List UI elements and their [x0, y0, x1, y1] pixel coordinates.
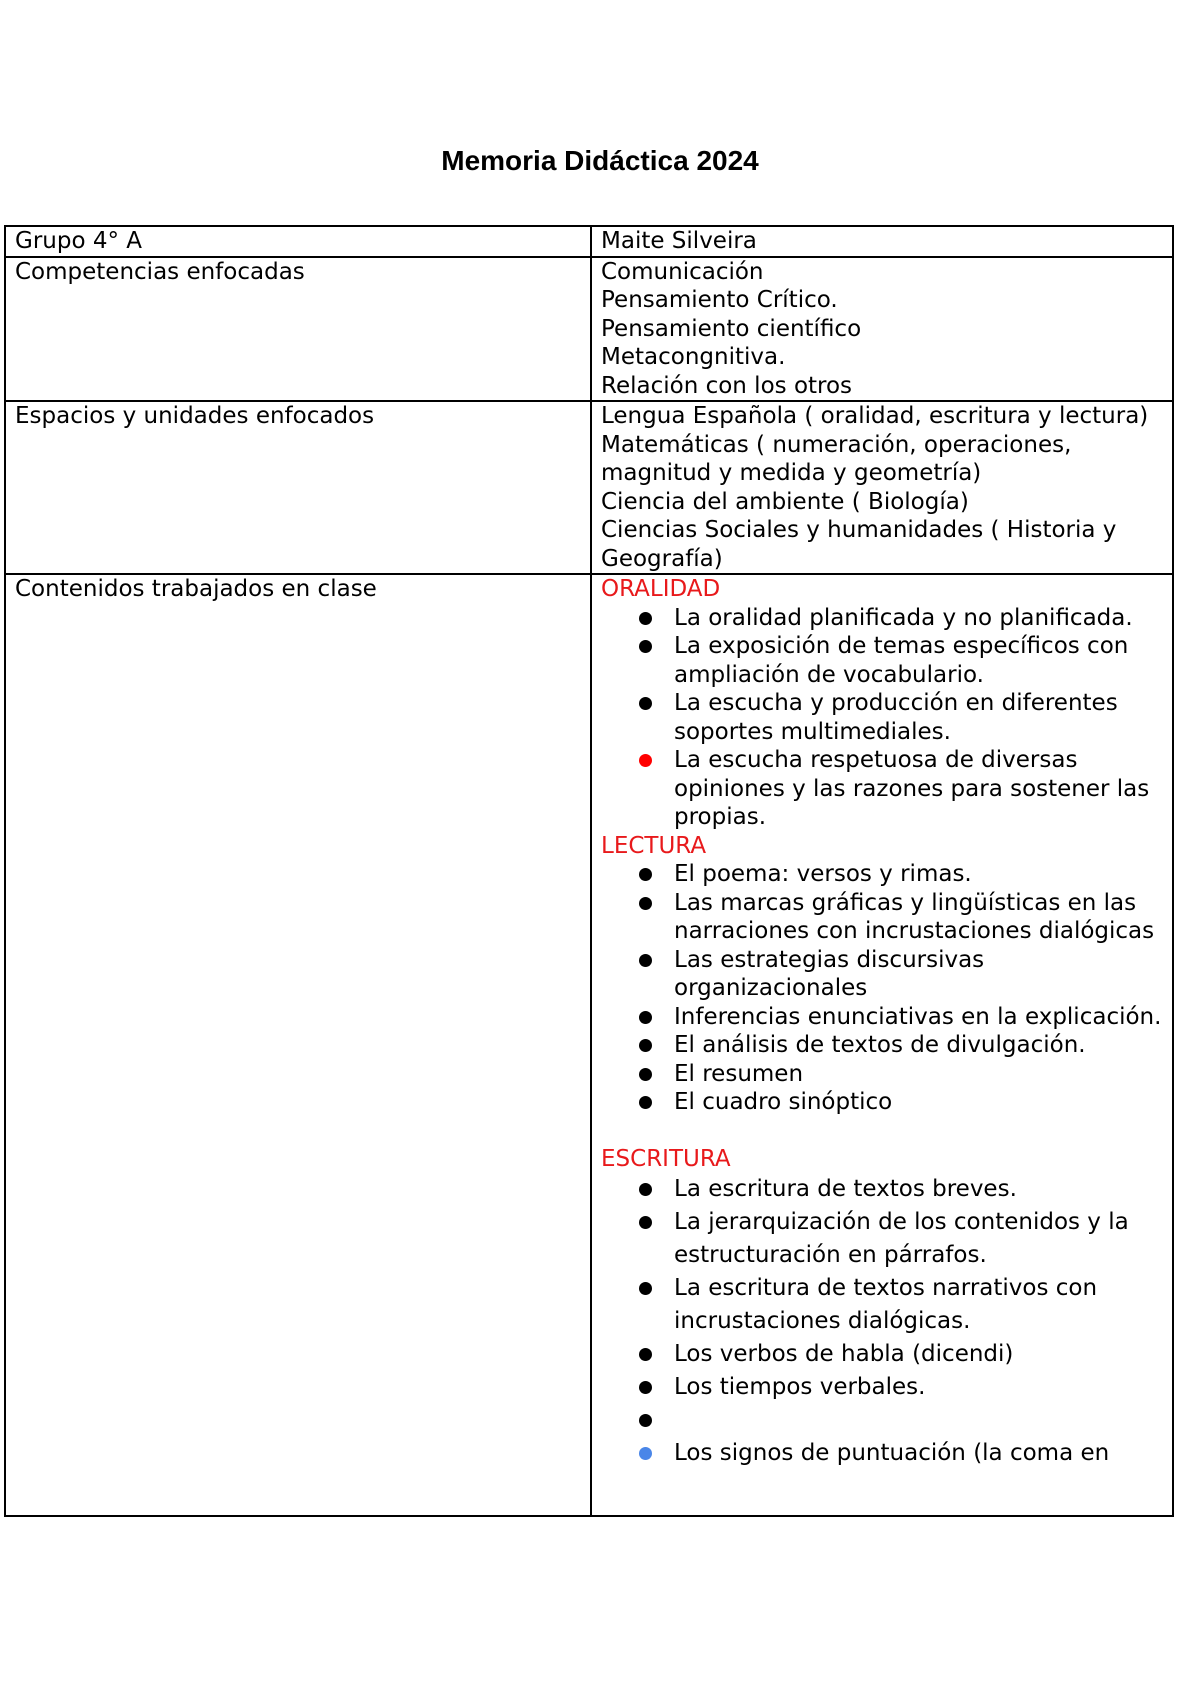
table-cell-group [5, 226, 591, 257]
list-item-text: Los verbos de habla (dicendi) [674, 1341, 1014, 1367]
list-item-text: Inferencias enunciativas en la explicación. [674, 1003, 1162, 1030]
table-cell-teacher [591, 226, 1173, 257]
contenidos-label: Contenidos trabajados en clase [15, 576, 377, 602]
bullet-icon [639, 1216, 652, 1229]
table-row [5, 574, 1173, 1516]
bullet-icon [639, 1282, 652, 1295]
list-item [601, 689, 1166, 746]
espacio-item: Ciencia del ambiente ( Biología) [601, 488, 969, 515]
list-item-text: Los signos de puntuación (la coma en [674, 1440, 1110, 1466]
list-item [601, 604, 1166, 633]
teacher-name: Maite Silveira [601, 228, 757, 254]
bullet-icon [639, 1183, 652, 1196]
competencia-item: Relación con los otros [601, 372, 853, 399]
bullet-icon [639, 1039, 652, 1052]
list-item [601, 889, 1166, 946]
list-item-text: El resumen [674, 1060, 804, 1087]
bullet-icon [639, 1348, 652, 1361]
bullet-icon [639, 1414, 652, 1427]
bullet-icon [639, 612, 652, 625]
bullet-icon [639, 640, 652, 653]
list-item-text: Las marcas gráficas y lingüísticas en las narraciones con incrustaciones dialógicas [674, 889, 1155, 944]
oralidad-list [601, 604, 1166, 832]
espacio-item: Lengua Española ( oralidad, escritura y lectura) [601, 403, 1149, 429]
bullet-icon [639, 754, 652, 767]
bullet-icon [639, 1447, 652, 1460]
document-title: Memoria Didáctica 2024 [441, 145, 759, 176]
table-cell-competencias-label [5, 257, 591, 402]
list-item [601, 1060, 1166, 1089]
list-item-text: Las estrategias discursivas organizacionales [674, 946, 985, 1001]
table-cell-competencias [591, 257, 1173, 402]
list-item [601, 632, 1166, 689]
list-item [601, 746, 1166, 832]
table-cell-contenidos-label [5, 574, 591, 1516]
bullet-icon [639, 897, 652, 910]
memoria-table [4, 225, 1174, 1517]
bullet-icon [639, 1381, 652, 1394]
table-cell-espacios [591, 401, 1173, 574]
list-item [601, 1031, 1166, 1060]
list-item-text: La escritura de textos narrativos con incrustaciones dialógicas. [674, 1275, 1098, 1334]
list-item-text: El poema: versos y rimas. [674, 861, 972, 887]
list-item-text: La escucha y producción en diferentes soportes multimediales. [674, 690, 1118, 745]
table-row [5, 257, 1173, 402]
list-item [601, 946, 1166, 1003]
espacio-item: Ciencias Sociales y humanidades ( Historia y Geografía) [601, 517, 1117, 572]
lectura-list [601, 860, 1166, 1117]
table-row [5, 401, 1173, 574]
list-item [601, 1173, 1166, 1206]
bullet-icon [639, 697, 652, 710]
list-item-text: La exposición de temas específicos con ampliación de vocabulario. [674, 633, 1129, 688]
list-item-text: El análisis de textos de divulgación. [674, 1032, 1086, 1058]
list-item [601, 1338, 1166, 1371]
list-item [601, 1003, 1166, 1032]
list-item-text: La escucha respetuosa de diversas opiniones y las razones para sostener las propias. [674, 747, 1150, 830]
section-title-oralidad: ORALIDAD [601, 576, 721, 602]
list-item [601, 860, 1166, 889]
list-item [601, 1437, 1166, 1470]
competencia-item: Metacongnitiva. [601, 344, 786, 370]
espacios-label: Espacios y unidades enfocados [15, 403, 375, 429]
table-row [5, 226, 1173, 257]
list-item [601, 1404, 1166, 1437]
escritura-list [601, 1173, 1166, 1470]
list-item-text: El cuadro sinóptico [674, 1089, 893, 1115]
list-item [601, 1272, 1166, 1338]
list-item [601, 1371, 1166, 1404]
section-title-lectura: LECTURA [601, 832, 707, 859]
list-item-text: La jerarquización de los contenidos y la estructuración en párrafos. [674, 1209, 1129, 1268]
table-cell-espacios-label [5, 401, 591, 574]
bullet-icon [639, 1096, 652, 1109]
competencia-item: Comunicación [601, 258, 764, 285]
bullet-icon [639, 868, 652, 881]
list-item [601, 1206, 1166, 1272]
group-label: Grupo 4° A [15, 228, 143, 254]
competencia-item: Pensamiento científico [601, 315, 862, 342]
spacer [601, 1117, 1166, 1145]
section-title-escritura: ESCRITURA [601, 1145, 731, 1172]
bullet-icon [639, 1011, 652, 1024]
list-item-text: La escritura de textos breves. [674, 1176, 1017, 1202]
list-item-text: Los tiempos verbales. [674, 1374, 926, 1400]
competencia-item: Pensamiento Crítico. [601, 287, 838, 313]
competencias-label: Competencias enfocadas [15, 258, 305, 285]
bullet-icon [639, 954, 652, 967]
list-item-text: La oralidad planificada y no planificada. [674, 604, 1133, 631]
table-cell-contenidos [591, 574, 1173, 1516]
espacio-item: Matemáticas ( numeración, operaciones, magnitud y medida y geometría) [601, 431, 1072, 486]
bullet-icon [639, 1068, 652, 1081]
list-item [601, 1088, 1166, 1117]
